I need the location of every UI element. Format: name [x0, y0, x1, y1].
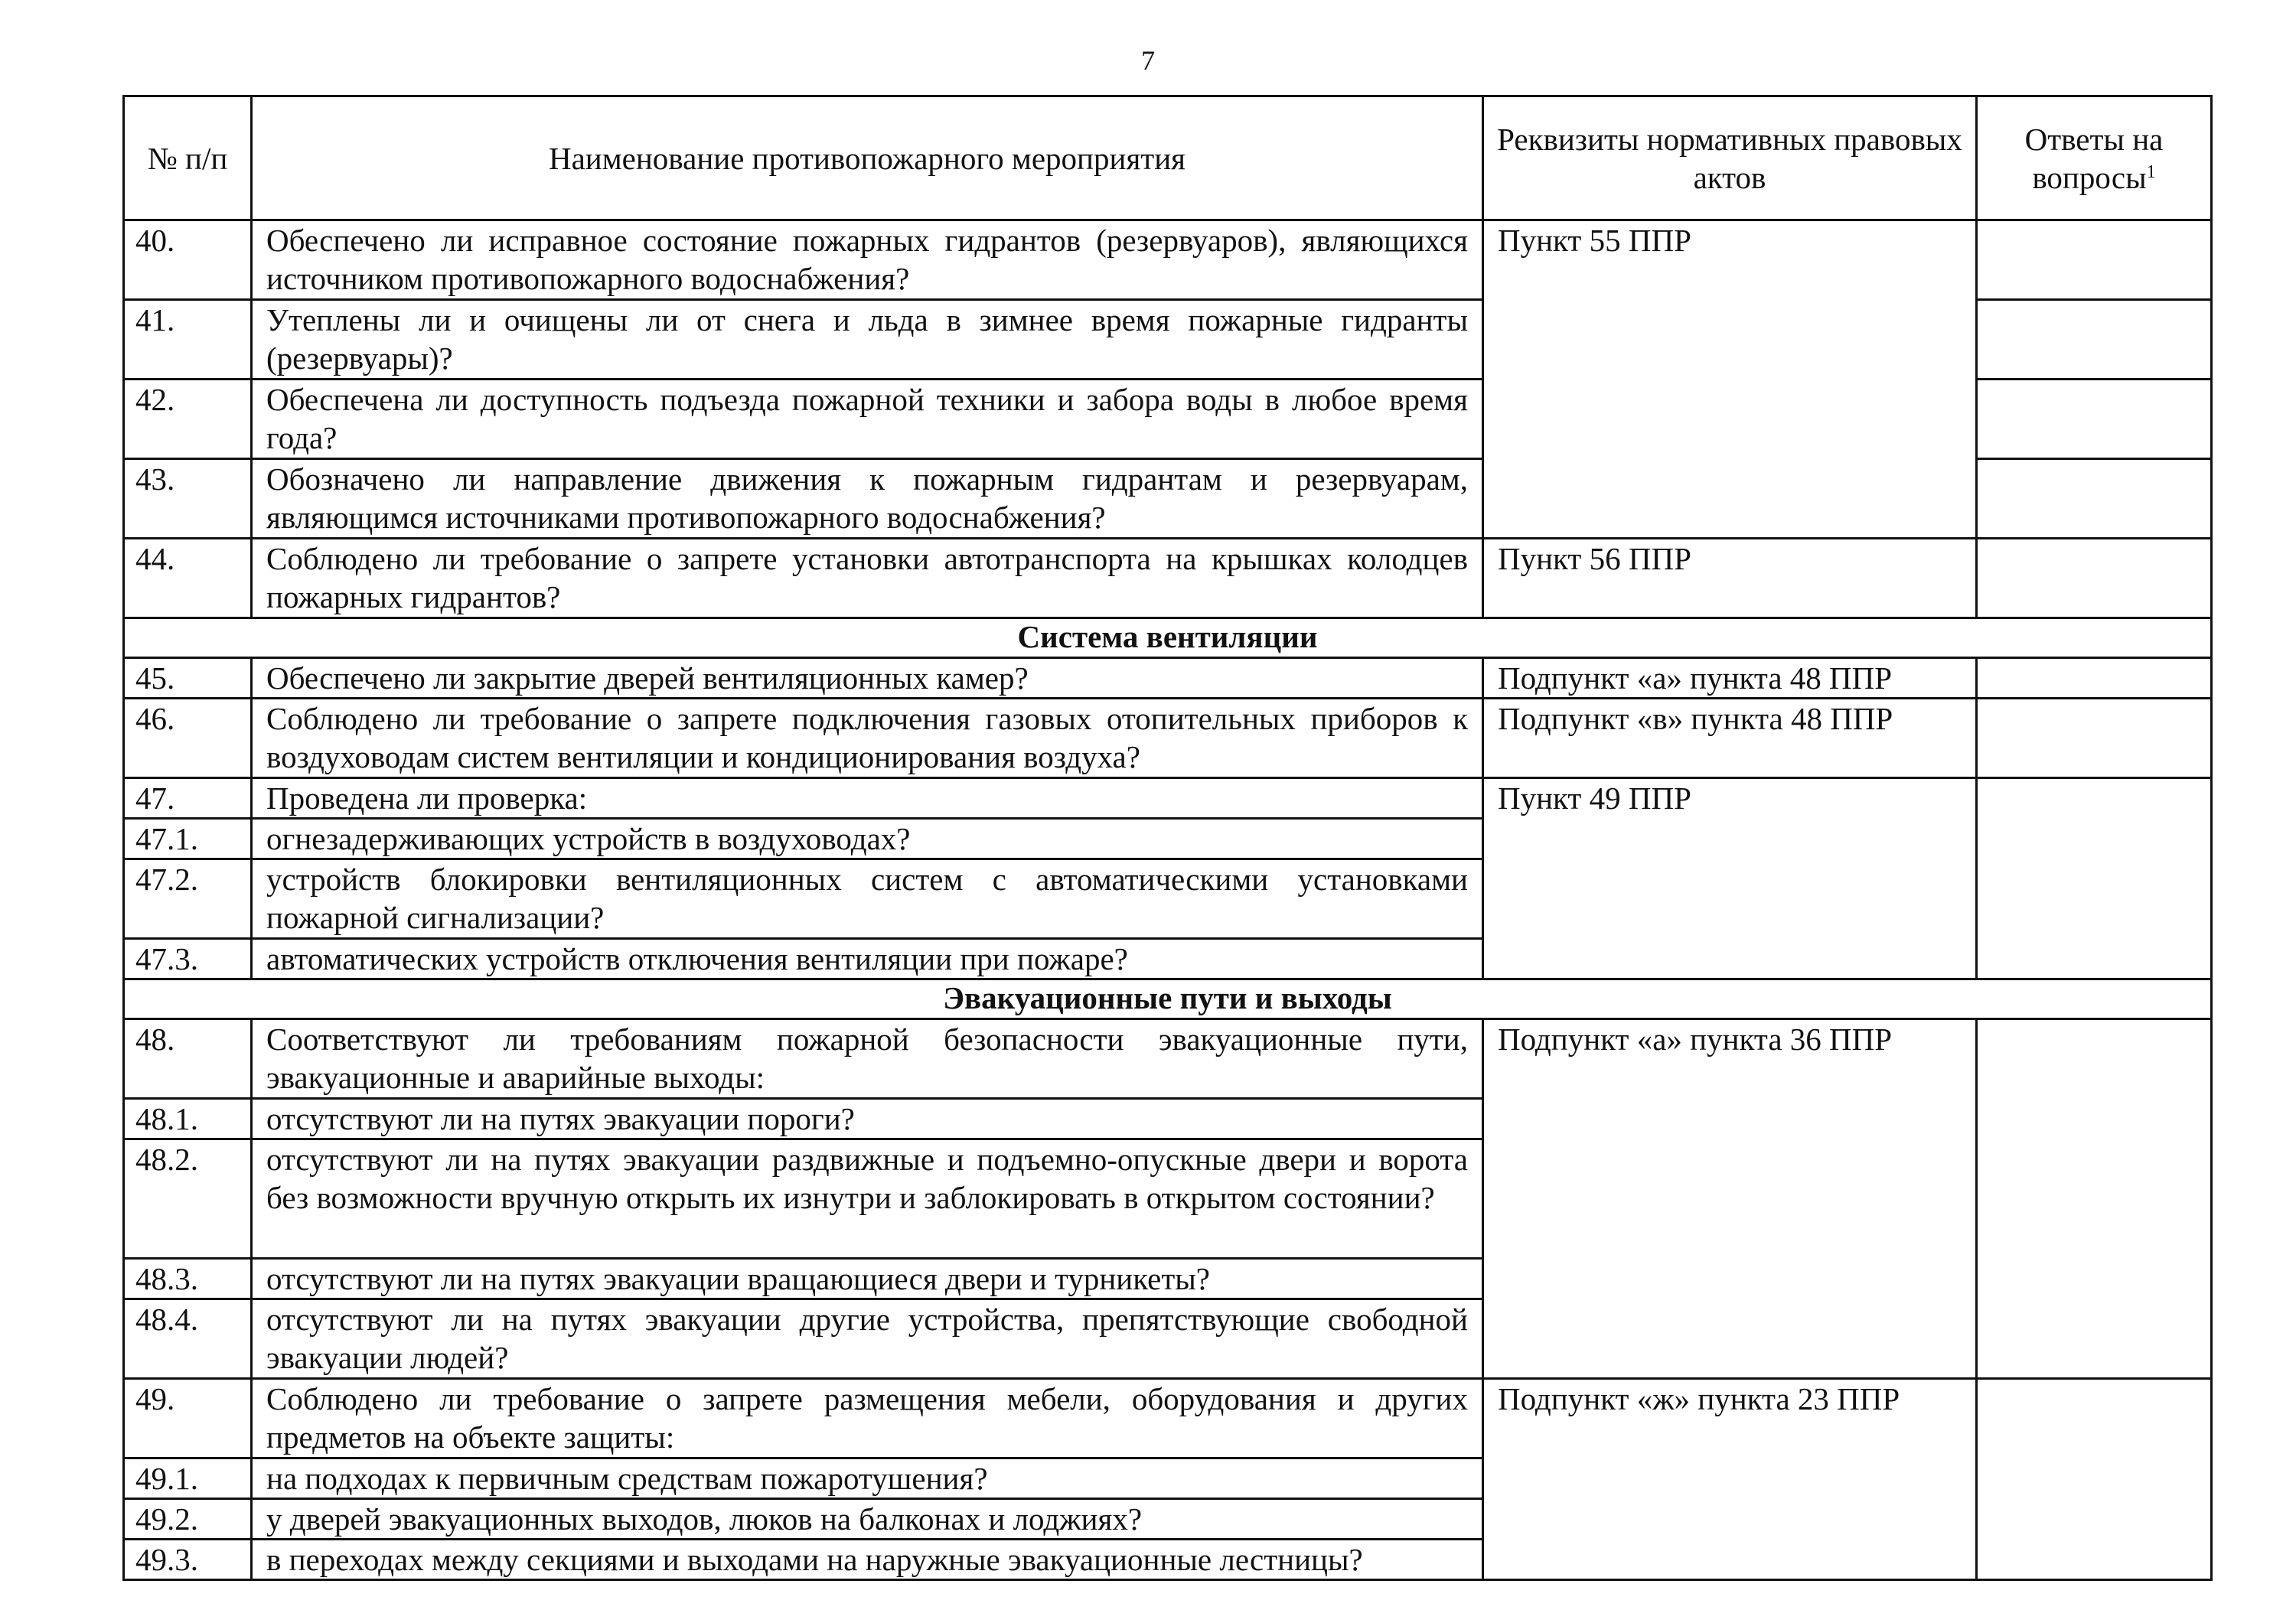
row-num: 49.2. — [124, 1499, 252, 1540]
header-answers-footnote: 1 — [2146, 161, 2156, 182]
row-num: 49. — [124, 1379, 252, 1458]
row-text: Утеплены ли и очищены ли от снега и льда в зимнее время пожарные гидранты (резервуары)? — [252, 300, 1483, 380]
row-num: 43. — [124, 459, 252, 539]
row-num: 48.4. — [124, 1299, 252, 1379]
section-title-evacuation: Эвакуационные пути и выходы — [124, 979, 2212, 1019]
row-ref: Пункт 49 ППР — [1483, 778, 1977, 979]
header-num: № п/п — [124, 96, 252, 220]
row-ref: Пункт 55 ППР — [1483, 220, 1977, 539]
answer-cell[interactable] — [1977, 380, 2212, 459]
answer-cell[interactable] — [1977, 459, 2212, 539]
row-text: отсутствуют ли на путях эвакуации вращающиеся двери и турникеты? — [252, 1259, 1483, 1299]
header-name: Наименование противопожарного мероприятия — [252, 96, 1483, 220]
row-num: 48.3. — [124, 1259, 252, 1299]
section-row — [124, 618, 2212, 658]
answer-cell[interactable] — [1977, 699, 2212, 778]
row-text: Соблюдено ли требование о запрете установки автотранспорта на крышках колодцев пожарных гидрантов? — [252, 539, 1483, 618]
page-number: 7 — [1141, 45, 1155, 76]
row-num: 47.3. — [124, 939, 252, 979]
section-row — [124, 979, 2212, 1019]
answer-cell[interactable] — [1977, 220, 2212, 300]
row-text: Обозначено ли направление движения к пожарным гидрантам и резервуарам, являющимся источниками противопожарного водоснабжения? — [252, 459, 1483, 539]
row-num: 48. — [124, 1019, 252, 1099]
row-text: у дверей эвакуационных выходов, люков на балконах и лоджиях? — [252, 1499, 1483, 1540]
table-row — [124, 1019, 2212, 1099]
table-row — [124, 658, 2212, 699]
table-row — [124, 778, 2212, 819]
row-num: 42. — [124, 380, 252, 459]
row-ref: Подпункт «а» пункта 36 ППР — [1483, 1019, 1977, 1379]
row-ref: Пункт 56 ППР — [1483, 539, 1977, 618]
row-text: устройств блокировки вентиляционных систем с автоматическими установками пожарной сигнализации? — [252, 859, 1483, 939]
fire-safety-checklist-table — [122, 95, 2213, 1581]
row-text: отсутствуют ли на путях эвакуации раздвижные и подъемно-опускные двери и ворота без возможности вручную открыть их изнутри и заблокировать в открытом состоянии? — [252, 1139, 1483, 1259]
table-header-row — [124, 96, 2212, 220]
row-num: 47.1. — [124, 819, 252, 859]
row-num: 49.1. — [124, 1458, 252, 1499]
row-num: 40. — [124, 220, 252, 300]
row-num: 47.2. — [124, 859, 252, 939]
row-text: Обеспечено ли исправное состояние пожарных гидрантов (резервуаров), являющихся источником противопожарного водоснабжения? — [252, 220, 1483, 300]
row-text: огнезадерживающих устройств в воздуховодах? — [252, 819, 1483, 859]
row-text: Проведена ли проверка: — [252, 778, 1483, 819]
row-text: автоматических устройств отключения вентиляции при пожаре? — [252, 939, 1483, 979]
row-text: Соблюдено ли требование о запрете подключения газовых отопительных приборов к воздуховодам систем вентиляции и кондиционирования воздуха? — [252, 699, 1483, 778]
row-ref: Подпункт «в» пункта 48 ППР — [1483, 699, 1977, 778]
header-answers-label: Ответы на вопросы — [2024, 121, 2164, 195]
answer-cell[interactable] — [1977, 300, 2212, 380]
row-text: отсутствуют ли на путях эвакуации пороги? — [252, 1099, 1483, 1139]
row-num: 48.2. — [124, 1139, 252, 1259]
row-text: отсутствуют ли на путях эвакуации другие устройства, препятствующие свободной эвакуации людей? — [252, 1299, 1483, 1379]
row-text: Обеспечена ли доступность подъезда пожарной техники и забора воды в любое время года? — [252, 380, 1483, 459]
answer-cell[interactable] — [1977, 1019, 2212, 1379]
row-text: Соблюдено ли требование о запрете размещения мебели, оборудования и других предметов на объекте защиты: — [252, 1379, 1483, 1458]
answer-cell[interactable] — [1977, 778, 2212, 979]
row-num: 45. — [124, 658, 252, 699]
row-num: 46. — [124, 699, 252, 778]
table-row — [124, 699, 2212, 778]
row-text: Обеспечено ли закрытие дверей вентиляционных камер? — [252, 658, 1483, 699]
row-num: 41. — [124, 300, 252, 380]
row-num: 49.3. — [124, 1540, 252, 1580]
answer-cell[interactable] — [1977, 1379, 2212, 1580]
header-reference: Реквизиты нормативных правовых актов — [1483, 96, 1977, 220]
row-ref: Подпункт «ж» пункта 23 ППР — [1483, 1379, 1977, 1580]
row-text: Соответствуют ли требованиям пожарной безопасности эвакуационные пути, эвакуационные и аварийные выходы: — [252, 1019, 1483, 1099]
row-num: 44. — [124, 539, 252, 618]
table-row — [124, 220, 2212, 300]
section-title-ventilation: Система вентиляции — [124, 618, 2212, 658]
table-row — [124, 1379, 2212, 1458]
table-row — [124, 539, 2212, 618]
row-num: 48.1. — [124, 1099, 252, 1139]
row-text: в переходах между секциями и выходами на наружные эвакуационные лестницы? — [252, 1540, 1483, 1580]
answer-cell[interactable] — [1977, 658, 2212, 699]
row-text: на подходах к первичным средствам пожаротушения? — [252, 1458, 1483, 1499]
row-ref: Подпункт «а» пункта 48 ППР — [1483, 658, 1977, 699]
header-answers — [1977, 96, 2212, 220]
answer-cell[interactable] — [1977, 539, 2212, 618]
row-num: 47. — [124, 778, 252, 819]
